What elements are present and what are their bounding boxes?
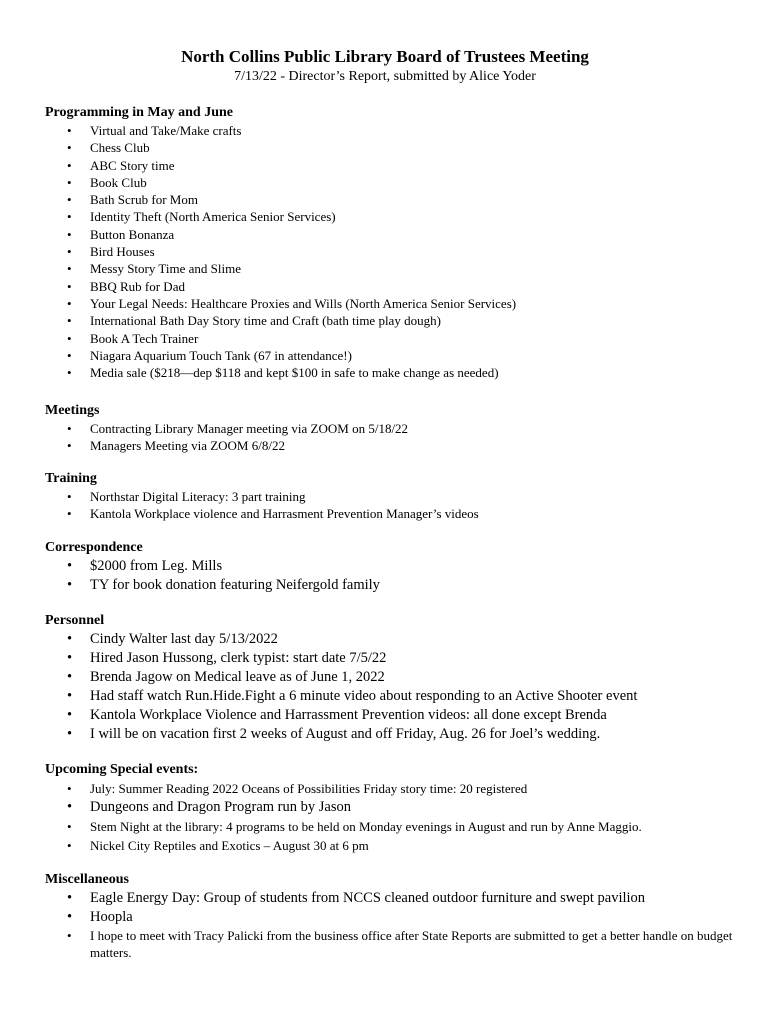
section-heading: Meetings — [45, 403, 100, 418]
bullet-icon: • — [67, 890, 73, 906]
section-heading: Correspondence — [45, 540, 143, 555]
list-item: • Virtual and Take/Make crafts — [67, 123, 242, 138]
bullet-icon: • — [67, 174, 72, 190]
list-item: • Niagara Aquarium Touch Tank (67 in attendance!) — [67, 347, 352, 363]
bullet-icon: • — [67, 838, 72, 853]
bullet-icon: • — [67, 819, 72, 834]
list-item: • July: Summer Reading 2022 Oceans of Possibilities Friday story time: 20 registered — [67, 781, 528, 796]
bullet-icon: • — [67, 631, 73, 647]
section-heading: Personnel — [45, 613, 105, 628]
list-item: • Kantola Workplace violence and Harrasment Prevention Manager’s videos — [67, 506, 479, 522]
bullet-icon: • — [67, 347, 72, 363]
bullet-icon: • — [67, 295, 72, 311]
list-item: • International Bath Day Story time and Craft (bath time play dough) — [67, 313, 441, 329]
section-miscellaneous — [45, 871, 735, 961]
list-item: • Hoopla — [67, 909, 133, 925]
list-item: • Managers Meeting via ZOOM 6/8/22 — [67, 438, 285, 454]
list-item: • Book A Tech Trainer — [67, 330, 199, 346]
list-item: • Northstar Digital Literacy: 3 part training — [67, 489, 306, 504]
bullet-icon: • — [67, 669, 73, 685]
bullet-icon: • — [67, 261, 72, 277]
bullet-icon: • — [67, 330, 72, 346]
section-meetings — [45, 402, 735, 455]
list-item: • TY for book donation featuring Neifergold family — [67, 577, 380, 593]
bullet-icon: • — [67, 726, 73, 742]
bullet-icon: • — [67, 707, 73, 723]
list-item: • I will be on vacation first 2 weeks of August and off Friday, Aug. 26 for Joel’s wedding. — [67, 726, 601, 742]
programming-list — [45, 122, 735, 381]
list-item: • Your Legal Needs: Healthcare Proxies and Wills (North America Senior Services) — [67, 295, 517, 311]
miscellaneous-list — [45, 889, 735, 961]
section-personnel — [45, 612, 735, 744]
bullet-icon: • — [67, 506, 72, 522]
bullet-icon: • — [67, 365, 72, 381]
bullet-icon: • — [67, 278, 72, 294]
correspondence-list — [45, 557, 735, 595]
bullet-icon: • — [67, 192, 72, 208]
bullet-icon: • — [67, 489, 72, 504]
list-item: • Contracting Library Manager meeting via ZOOM on 5/18/22 — [67, 421, 409, 436]
list-item: • Book Club — [67, 174, 147, 190]
document-subtitle: 7/13/22 - Director’s Report, submitted by Alice Yoder — [234, 69, 536, 84]
training-list — [45, 488, 735, 523]
list-item: • Nickel City Reptiles and Exotics – August 30 at 6 pm — [67, 838, 369, 853]
section-programming — [45, 104, 735, 381]
section-training — [45, 470, 735, 523]
bullet-icon: • — [67, 421, 72, 436]
list-item: • Messy Story Time and Slime — [67, 261, 241, 277]
list-item: • ABC Story time — [67, 157, 175, 173]
meetings-list — [45, 420, 735, 455]
bullet-icon: • — [67, 577, 73, 593]
list-item: • Cindy Walter last day 5/13/2022 — [67, 631, 278, 647]
list-item: • Identity Theft (North America Senior Services) — [67, 209, 336, 225]
personnel-list — [45, 630, 735, 744]
bullet-icon: • — [67, 438, 72, 454]
document-title: North Collins Public Library Board of Trustees Meeting — [181, 47, 589, 66]
section-heading: Training — [45, 471, 97, 486]
list-item: • Had staff watch Run.Hide.Fight a 6 minute video about responding to an Active Shooter event — [67, 688, 638, 704]
bullet-icon: • — [67, 688, 73, 704]
list-item: • Hired Jason Hussong, clerk typist: start date 7/5/22 — [67, 650, 387, 666]
section-upcoming-events — [45, 761, 735, 855]
list-item: • I hope to meet with Tracy Palicki from the business office after State Reports are submitted to get a better handle on budget matters. — [67, 928, 733, 960]
list-item: • Kantola Workplace Violence and Harrassment Prevention videos: all done except Brenda — [67, 707, 607, 723]
bullet-icon: • — [67, 909, 73, 925]
list-item: • $2000 from Leg. Mills — [67, 558, 223, 574]
bullet-icon: • — [67, 209, 72, 225]
bullet-icon: • — [67, 799, 73, 815]
bullet-icon: • — [67, 226, 72, 242]
section-heading: Miscellaneous — [45, 872, 129, 887]
section-heading: Programming in May and June — [45, 105, 233, 120]
bullet-icon: • — [67, 313, 72, 329]
bullet-icon: • — [67, 157, 72, 173]
bullet-icon: • — [67, 781, 72, 796]
bullet-icon: • — [67, 650, 73, 666]
section-heading: Upcoming Special events: — [45, 762, 199, 777]
list-item: • Eagle Energy Day: Group of students from NCCS cleaned outdoor furniture and swept pavilion — [67, 890, 646, 906]
bullet-icon: • — [67, 140, 72, 156]
list-item: • Chess Club — [67, 140, 150, 156]
list-item: • Bird Houses — [67, 244, 155, 260]
list-item: • BBQ Rub for Dad — [67, 278, 185, 294]
bullet-icon: • — [67, 123, 72, 138]
list-item: • Stem Night at the library: 4 programs to be held on Monday evenings in August and run by Anne Maggio. — [67, 819, 642, 834]
list-item: • Button Bonanza — [67, 226, 175, 242]
list-item: • Brenda Jagow on Medical leave as of June 1, 2022 — [67, 669, 385, 685]
section-correspondence — [45, 539, 735, 595]
list-item: • Bath Scrub for Mom — [67, 192, 198, 208]
bullet-icon: • — [67, 558, 73, 574]
upcoming-events-list — [45, 779, 735, 855]
bullet-icon: • — [67, 244, 72, 260]
list-item: • Dungeons and Dragon Program run by Jason — [67, 799, 351, 815]
bullet-icon: • — [67, 928, 72, 943]
list-item: • Media sale ($218—dep $118 and kept $100 in safe to make change as needed) — [67, 365, 499, 381]
